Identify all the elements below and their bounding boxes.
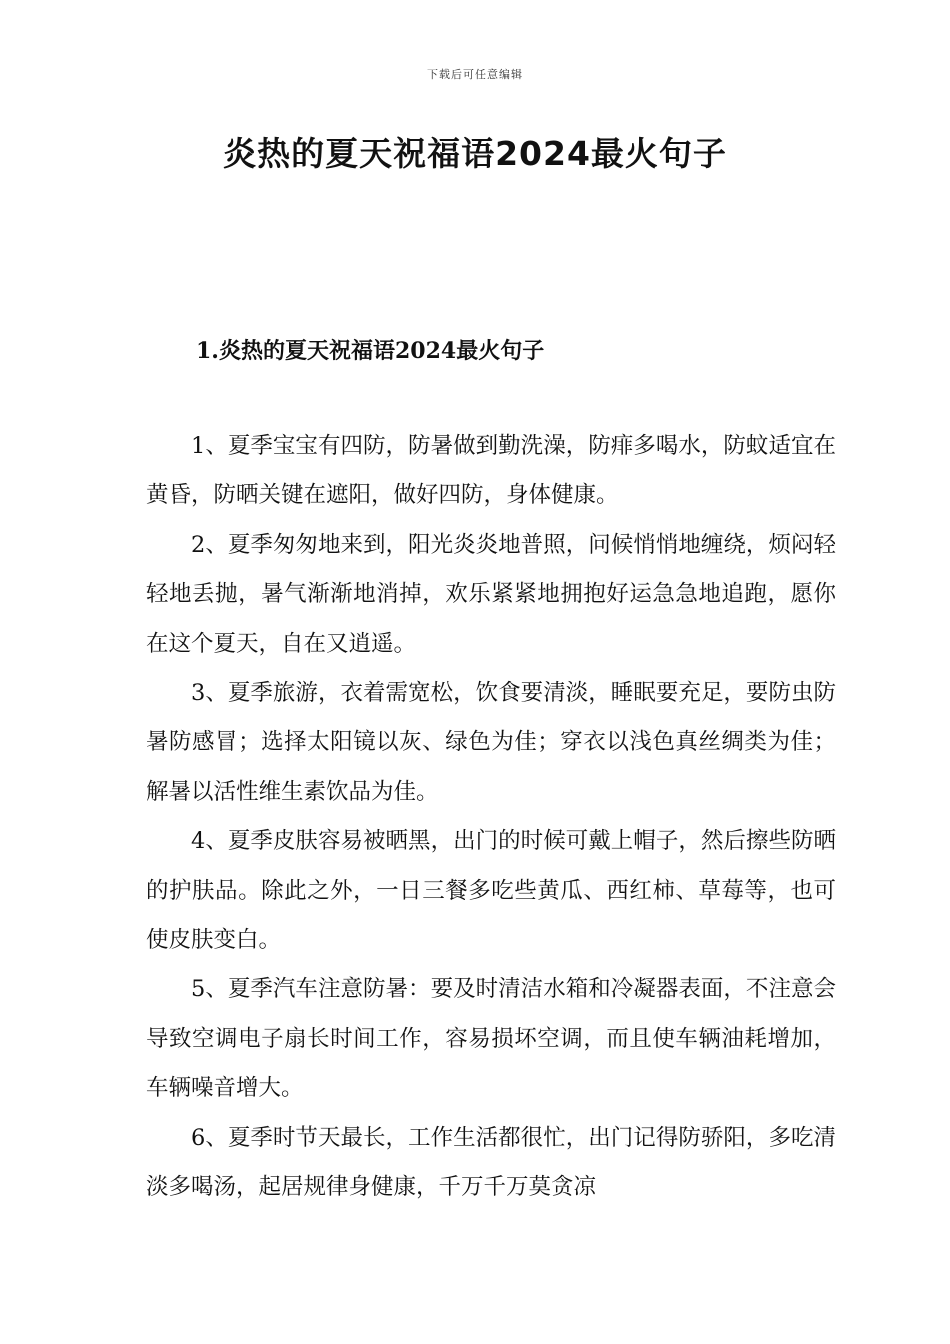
document-title: 炎热的夏天祝福语2024最火句子 — [223, 134, 727, 173]
body-text — [146, 422, 836, 1213]
section-heading: 1.炎热的夏天祝福语2024最火句子 — [196, 338, 545, 364]
paragraph-2: 2、夏季匆匆地来到，阳光炎炎地普照，问候悄悄地缠绕，烦闷轻轻地丢抛，暑气渐渐地消掉，欢乐紧紧地拥抱好运急急地追跑，愿你在这个夏天，自在又逍遥。 — [146, 531, 836, 657]
paragraph-4: 4、夏季皮肤容易被晒黑，出门的时候可戴上帽子，然后擦些防晒的护肤品。除此之外，一日三餐多吃些黄瓜、西红柿、草莓等，也可使皮肤变白。 — [146, 828, 836, 954]
paragraph-1: 1、夏季宝宝有四防，防暑做到勤洗澡，防痱多喝水，防蚊适宜在黄昏，防晒关键在遮阳，做好四防，身体健康。 — [146, 433, 836, 509]
header-note: 下载后可任意编辑 — [427, 68, 523, 81]
paragraph-6: 6、夏季时节天最长，工作生活都很忙，出门记得防骄阳，多吃清淡多喝汤，起居规律身健康，千万千万莫贪凉 — [146, 1124, 836, 1201]
paragraph-5: 5、夏季汽车注意防暑：要及时清洁水箱和冷凝器表面，不注意会导致空调电子扇长时间工作，容易损坏空调，而且使车辆油耗增加，车辆噪音增大。 — [146, 976, 836, 1102]
paragraph-3: 3、夏季旅游，衣着需宽松，饮食要清淡，睡眠要充足，要防虫防暑防感冒；选择太阳镜以灰、绿色为佳；穿衣以浅色真丝绸类为佳；解暑以活性维生素饮品为佳。 — [146, 680, 836, 805]
